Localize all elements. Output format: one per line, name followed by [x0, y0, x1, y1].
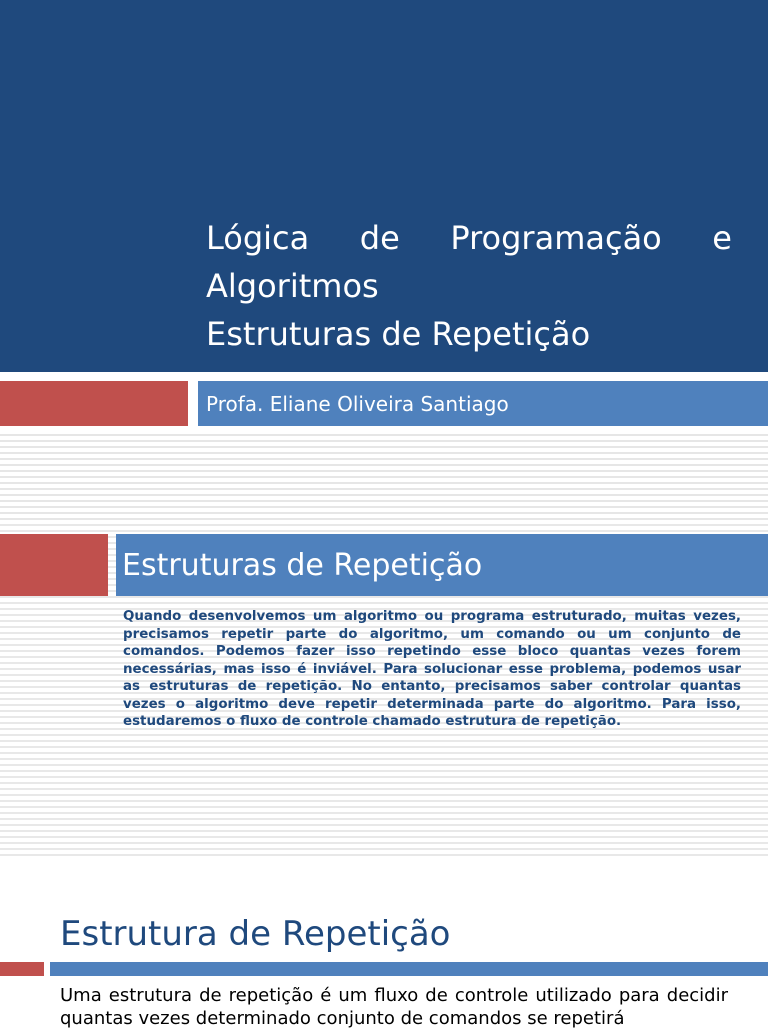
title-line-1 [206, 214, 732, 262]
title-word: e [712, 219, 732, 257]
body-paragraph: Quando desenvolvemos um algoritmo ou programa estruturado, muitas vezes, precisamos repetir parte do algoritmo, um comando ou um conjunto de comandos. Podemos fazer isso repetindo esse bloco quantas vezes forem necessárias, mas isso é inviável. Para solucionar esse problema, podemos usar as estruturas de repetição. No entanto, precisamos saber controlar quantas vezes o algoritmo deve repetir determinada parte do algoritmo. Para isso, estudaremos o fluxo de controle chamado estrutura de repetição. [123, 609, 741, 729]
title-line-3: Estruturas de Repetição [206, 315, 591, 353]
red-accent-bar [0, 534, 108, 596]
slide-title [206, 214, 732, 358]
title-word: de [359, 219, 400, 257]
title-word: Lógica [206, 219, 310, 257]
slide-body [123, 608, 741, 731]
slide-title: Estruturas de Repetição [122, 548, 483, 583]
content-slide-partial [0, 860, 768, 1029]
title-line-2: Algoritmos [206, 267, 379, 305]
author-name: Profa. Eliane Oliveira Santiago [206, 392, 509, 416]
content-slide [0, 520, 768, 860]
red-accent-bar [0, 962, 44, 976]
slide-body [60, 984, 728, 1030]
slide-title: Estrutura de Repetição [60, 914, 451, 954]
blue-accent-bar [50, 962, 768, 976]
red-accent-bar [0, 381, 188, 426]
lined-background [0, 430, 768, 520]
body-paragraph: Uma estrutura de repetição é um fluxo de controle utilizado para decidir quantas vezes determinado conjunto de comandos se repetirá [60, 985, 728, 1029]
title-word: Programação [450, 219, 662, 257]
